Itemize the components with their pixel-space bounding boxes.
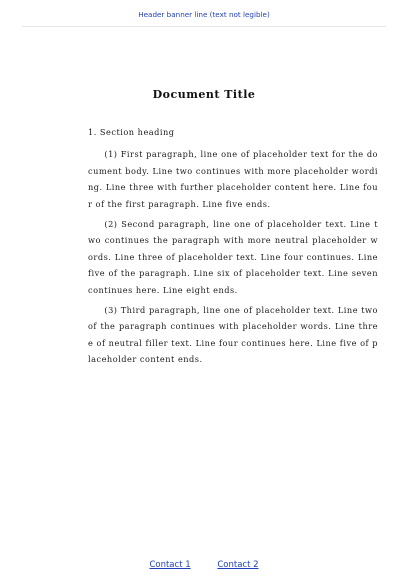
document-body <box>88 124 378 372</box>
document-title: Document Title <box>152 88 256 101</box>
footer-contacts <box>0 560 408 570</box>
paragraph-1: (1) First paragraph, line one of placeholder text for the document body. Line two continues with more placeholder wording. Line three with further placeholder content here. Line four of the first paragraph. Line five ends. <box>88 149 378 209</box>
contact-2: Contact 2 <box>217 560 259 570</box>
contact-1: Contact 1 <box>149 560 191 570</box>
paragraph-2: (2) Second paragraph, line one of placeholder text. Line two continues the paragraph with more neutral placeholder words. Line three of placeholder text. Line four continues. Line five of the paragraph. Line six of placeholder text. Line seven continues here. Line eight ends. <box>88 219 378 295</box>
paragraph-3: (3) Third paragraph, line one of placeholder text. Line two of the paragraph continues with placeholder words. Line three of neutral filler text. Line four continues here. Line five of placeholder content ends. <box>88 305 378 365</box>
section-heading: 1. Section heading <box>88 127 175 137</box>
header-divider <box>22 26 386 27</box>
header-banner: Header banner line (text not legible) <box>138 10 270 19</box>
